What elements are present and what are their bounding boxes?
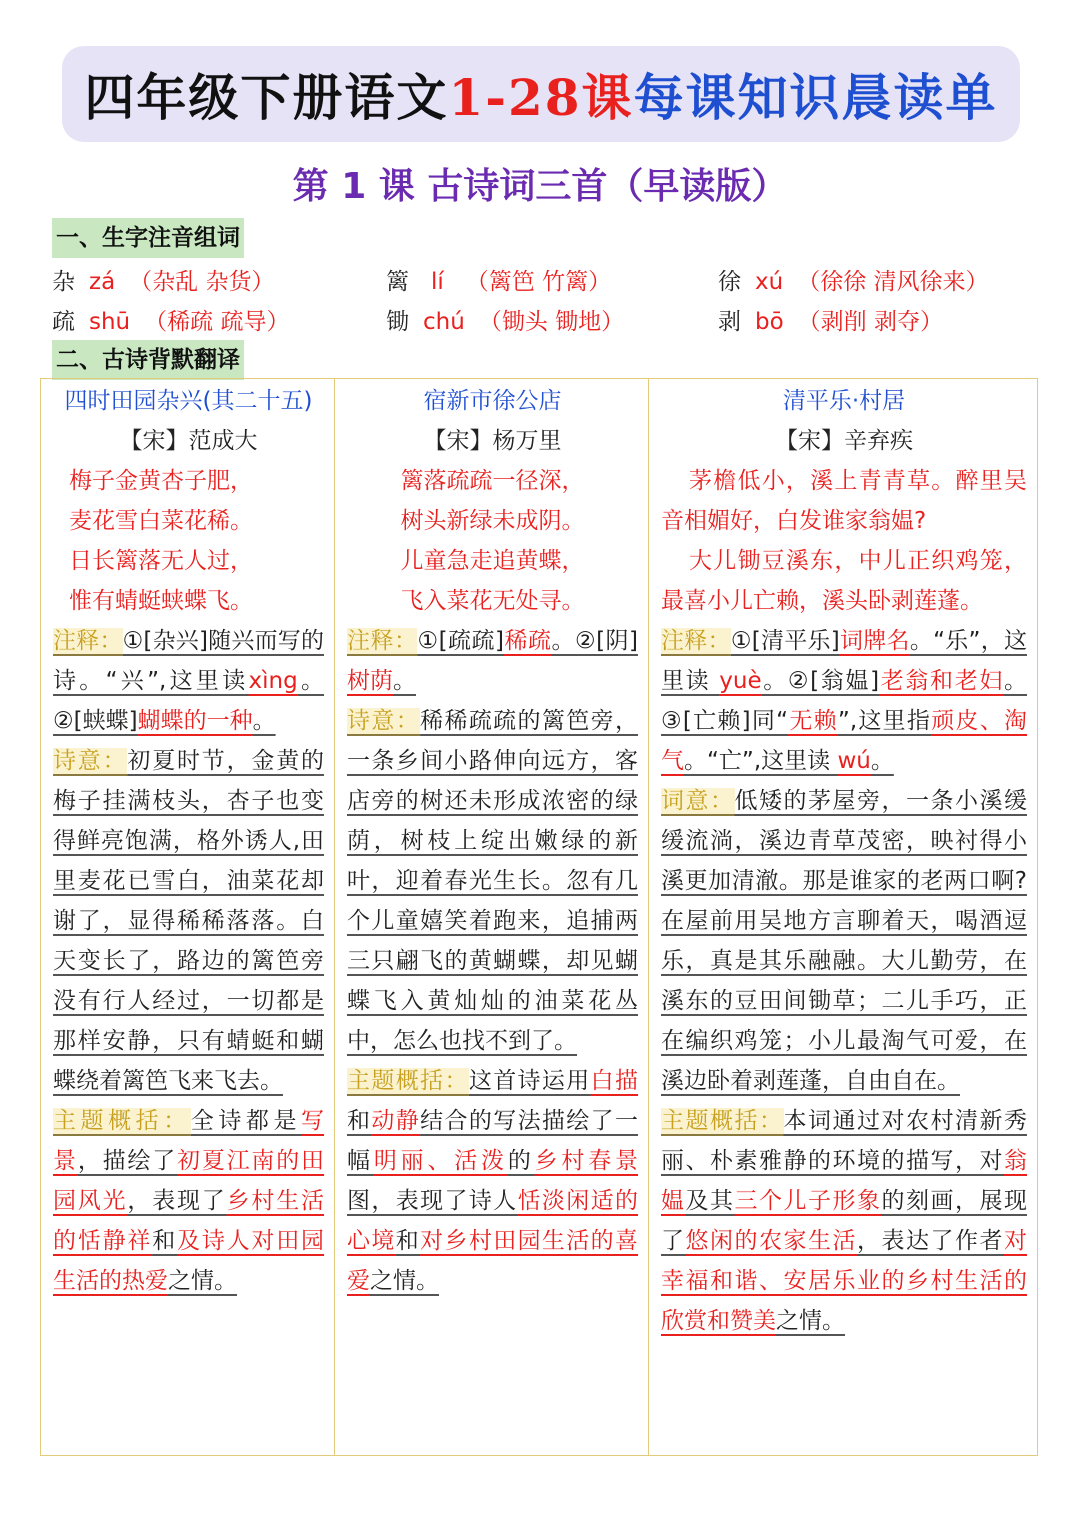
note-text: ①[杂兴]随兴而写的诗。“兴”,这里读 [53,628,324,694]
word-group: （稀疏 疏导） [144,309,290,335]
meaning-label: 词意： [661,788,735,814]
theme-text: 和 [152,1228,178,1254]
meaning-text: 稀稀疏疏的篱笆旁，一条乡间小路伸向远方，客店旁的树还未形成浓密的绿荫，树枝上绽出嫩绿的新叶，迎着春光生长。忽有几个儿童嬉笑着跑来，追捕两三只翩飞的黄蝴蝶，却见蝴蝶飞入黄灿灿的油菜花丛中，怎么也找不到了。 [347,708,639,1054]
note-text: 。 [252,708,276,734]
note-highlight: 蝴蝶的一种 [137,708,253,734]
pinyin: bō [755,309,784,335]
note-text: 。②[翁媪] [761,668,880,694]
theme-text: 及其 [685,1188,735,1214]
theme-text: 之情。 [776,1308,845,1334]
word-group: （剥削 剥夺） [797,309,943,335]
poem-meaning [53,741,324,1101]
theme-text: 结合的写法描绘了一幅 [347,1108,639,1174]
theme-text: 和 [395,1228,421,1254]
theme-highlight: 动静 [371,1108,421,1134]
note-highlight: wú [837,748,871,774]
poem-verse: 麦花雪白菜花稀。 [69,508,253,534]
pinyin: xú [755,269,784,295]
theme-text: 全诗都是 [190,1108,302,1134]
note-text: 。②[阴] [551,628,638,654]
banner-title-lessons: 1-28课 [448,68,634,127]
poem-theme [347,1061,638,1301]
note-text: ①[疏疏] [417,628,504,654]
theme-highlight: 明丽、活泼 [373,1148,508,1174]
character: 疏 [52,309,75,335]
theme-text: 之情。 [168,1268,237,1294]
theme-text: 图，表现了诗人 [347,1188,518,1214]
theme-label: 主题概括： [53,1108,191,1134]
character-entry [386,302,624,342]
notes-label: 注释： [661,628,731,654]
character: 杂 [52,269,75,295]
poem-title: 宿新市徐公店 [423,388,562,414]
poem-verse: 大儿锄豆溪东，中儿正织鸡笼，最喜小儿亡赖，溪头卧剥莲蓬。 [661,548,1027,614]
banner-title-morning-reading: 每课知识晨读单 [633,68,998,127]
theme-label: 主题概括： [347,1068,469,1094]
poem-column-3 [648,379,1037,1455]
note-text: 。 [393,668,416,694]
theme-highlight: 翁媪 [661,1148,1027,1214]
poem-author: 【宋】杨万里 [423,428,562,454]
poem-notes [347,621,638,701]
character-entry [386,262,611,302]
poem-verse: 篱落疏疏一径深， [400,468,585,494]
page-banner [62,46,1020,142]
theme-highlight: 三个儿子形象 [734,1188,882,1214]
poem-verse: 梅子金黄杏子肥， [69,468,253,494]
characters-table [52,262,1032,342]
poem-verse: 日长篱落无人过， [69,548,253,574]
poem-meaning [347,701,638,1061]
meaning-text: 初夏时节，金黄的梅子挂满枝头，杏子也变得鲜亮饱满，格外诱人,田里麦花已雪白，油菜花却谢了，显得稀稀落落。白天变长了，路边的篱笆旁没有行人经过，一切都是那样安静，只有蜻蜓和蝴蝶绕着篱笆飞来飞去。 [53,748,325,1094]
meaning-label: 诗意： [347,708,421,734]
poem-meaning [661,781,1027,1101]
character-entry [718,262,989,302]
theme-text: 之情。 [370,1268,439,1294]
note-text: 。③[亡赖]同“ [661,668,1028,734]
meaning-label: 诗意： [53,748,128,774]
section-heading-characters: 一、生字注音组词 [52,218,244,258]
note-highlight: 无赖 [788,708,838,734]
poem-title: 清平乐·村居 [782,388,906,414]
note-highlight: yuè [719,668,762,694]
poem-verse: 惟有蜻蜓蛱蝶飞。 [69,588,253,614]
character: 徐 [718,269,741,295]
note-highlight: 稀疏 [504,628,552,654]
theme-text: ，表现了 [127,1188,227,1214]
theme-label: 主题概括： [661,1108,784,1134]
theme-text: 这首诗运用 [468,1068,591,1094]
pinyin: lí [431,269,444,295]
poem-notes [53,621,324,741]
note-highlight: 顽皮、淘气 [661,708,1028,774]
theme-highlight: 白描 [590,1068,639,1094]
theme-highlight: 及诗人对田园生活的热爱 [53,1228,325,1294]
theme-highlight: 对幸福和谐、安居乐业的乡村生活的欣赏和赞美 [661,1228,1027,1334]
section-heading-poems: 二、古诗背默翻译 [52,340,244,380]
word-group: （锄头 锄地） [478,309,625,335]
theme-text: ，表达了作者 [857,1228,1004,1254]
poem-title: 四时田园杂兴(其二十五) [64,388,313,414]
characters-row [52,262,1032,302]
theme-highlight: 写景 [53,1108,325,1174]
pinyin: zá [89,269,116,295]
note-text: ”,这里指 [837,708,932,734]
poem-verse: 飞入菜花无处寻。 [400,588,585,614]
banner-title-grade: 四年级下册语文 [84,68,449,127]
note-text: 。 [870,748,894,774]
note-text: ①[清平乐] [730,628,840,654]
word-group: （杂乱 杂货） [129,269,275,295]
theme-highlight: 乡村春景 [534,1148,639,1174]
character-entry [52,262,274,302]
poem-column-2 [334,379,648,1455]
poem-column-1 [41,379,334,1455]
poem-verse: 茅檐低小，溪上青青草。醉里吴音相媚好，白发谁家翁媪? [661,468,1027,534]
character-entry [52,302,289,342]
note-highlight: xìng [248,668,298,694]
meaning-text: 低矮的茅屋旁，一条小溪缓缓流淌，溪边青草茂密，映衬得小溪更加清澈。那是谁家的老两口啊?在屋前用吴地方言聊着天，喝酒逗乐，真是其乐融融。大儿勤劳，在溪东的豆田间锄草；二儿手巧，正在编织鸡笼；小儿最淘气可爱，在溪边卧着剥莲蓬，自由自在。 [661,788,1027,1094]
lesson-title: 第 1 课 古诗词三首（早读版） [292,166,788,207]
characters-row [52,302,1032,342]
note-text: 。“乐”，这里读 [661,628,1027,694]
poems-table [40,378,1038,1456]
notes-label: 注释： [53,628,123,654]
note-highlight: 树荫 [347,668,393,694]
poem-author: 【宋】辛弃疾 [775,428,913,454]
pinyin: shū [89,309,131,335]
theme-text: 和 [347,1108,372,1134]
poem-verse: 树头新绿未成阴。 [400,508,585,534]
character: 篱 [386,269,409,295]
theme-highlight: 乡村生活的恬静祥 [53,1188,325,1254]
theme-highlight: 悠闲的农家生活 [685,1228,857,1254]
theme-text: ，描绘了 [77,1148,178,1174]
notes-label: 注释： [347,628,418,654]
note-highlight: 词牌名 [839,628,910,654]
word-group: （徐徐 清风徐来） [797,269,989,295]
note-highlight: 老翁和老妇 [879,668,1005,694]
poem-theme [53,1101,324,1301]
character: 锄 [386,309,409,335]
theme-text: 的 [507,1148,535,1174]
theme-text: 本词通过对农村清新秀丽、朴素雅静的环境的描写，对 [661,1108,1027,1174]
poem-author: 【宋】范成大 [119,428,258,454]
note-text: 。②[蛱蝶] [53,668,324,734]
poem-notes [661,621,1027,781]
pinyin: chú [423,309,465,335]
poem-theme [661,1101,1027,1341]
theme-highlight: 初夏江南的田园风光 [53,1148,325,1214]
word-group: （篱笆 竹篱） [465,269,612,295]
theme-highlight: 恬淡闲适的心境 [347,1188,639,1254]
note-text: 。“亡”,这里读 [684,748,838,774]
theme-text: 的刻画，展现了 [661,1188,1027,1254]
character: 剥 [718,309,741,335]
theme-highlight: 对乡村田园生活的喜爱 [347,1228,639,1294]
character-entry [718,302,943,342]
poem-verse: 儿童急走追黄蝶， [400,548,585,574]
